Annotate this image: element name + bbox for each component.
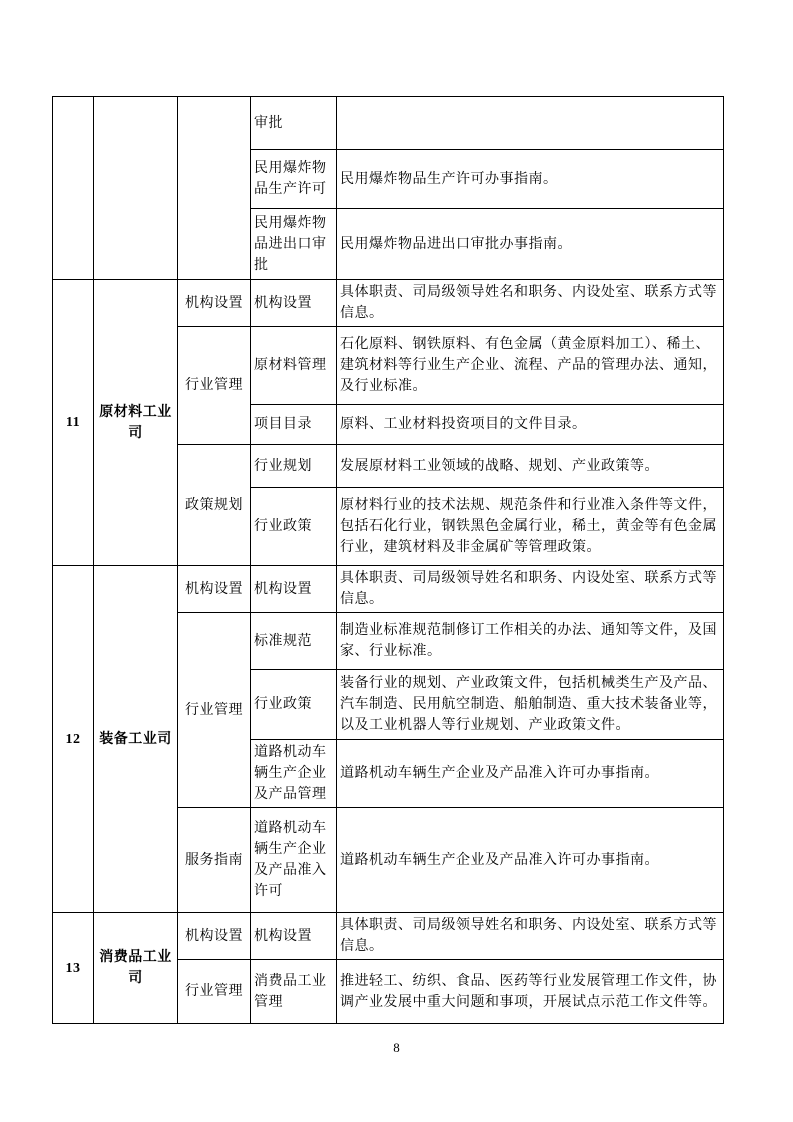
subcategory-cell: 行业规划 [251, 445, 337, 488]
description-cell: 民用爆炸物品生产许可办事指南。 [337, 150, 724, 209]
subcategory-cell: 民用爆炸物品生产许可 [251, 150, 337, 209]
section-number: 12 [53, 566, 94, 913]
category-cell: 行业管理 [178, 960, 251, 1024]
subcategory-cell: 机构设置 [251, 913, 337, 960]
table-row [53, 280, 724, 327]
section-number: 11 [53, 280, 94, 566]
category-cell: 政策规划 [178, 445, 251, 566]
description-cell [337, 97, 724, 150]
description-cell: 道路机动车辆生产企业及产品准入许可办事指南。 [337, 740, 724, 808]
subcategory-cell: 机构设置 [251, 566, 337, 613]
description-cell: 道路机动车辆生产企业及产品准入许可办事指南。 [337, 808, 724, 913]
description-cell: 原材料行业的技术法规、规范条件和行业准入条件等文件，包括石化行业，钢铁黑色金属行业，稀土，黄金等有色金属行业，建筑材料及非金属矿等管理政策。 [337, 488, 724, 566]
subcategory-cell: 消费品工业管理 [251, 960, 337, 1024]
department-name: 原材料工业司 [94, 280, 178, 566]
category-cell [178, 97, 251, 280]
department-name: 消费品工业司 [94, 913, 178, 1024]
department-cell [94, 97, 178, 280]
description-cell: 具体职责、司局级领导姓名和职务、内设处室、联系方式等信息。 [337, 280, 724, 327]
subcategory-cell: 原材料管理 [251, 327, 337, 405]
description-cell: 推进轻工、纺织、食品、医药等行业发展管理工作文件，协调产业发展中重大问题和事项，开展试点示范工作文件等。 [337, 960, 724, 1024]
description-cell: 具体职责、司局级领导姓名和职务、内设处室、联系方式等信息。 [337, 566, 724, 613]
number-cell [53, 97, 94, 280]
page-number: 8 [393, 1040, 400, 1055]
subcategory-cell: 民用爆炸物品进出口审批 [251, 209, 337, 280]
description-cell: 制造业标准规范制修订工作相关的办法、通知等文件，及国家、行业标准。 [337, 613, 724, 670]
description-cell: 具体职责、司局级领导姓名和职务、内设处室、联系方式等信息。 [337, 913, 724, 960]
subcategory-cell: 道路机动车辆生产企业及产品管理 [251, 740, 337, 808]
subcategory-cell: 标准规范 [251, 613, 337, 670]
description-cell: 装备行业的规划、产业政策文件，包括机械类生产及产品、汽车制造、民用航空制造、船舶制造、重大技术装备业等，以及工业机器人等行业规划、产业政策文件。 [337, 670, 724, 740]
subcategory-cell: 机构设置 [251, 280, 337, 327]
section-number: 13 [53, 913, 94, 1024]
description-cell: 发展原材料工业领域的战略、规划、产业政策等。 [337, 445, 724, 488]
subcategory-cell: 项目目录 [251, 405, 337, 445]
table-row [53, 566, 724, 613]
subcategory-cell: 行业政策 [251, 488, 337, 566]
description-cell: 原料、工业材料投资项目的文件目录。 [337, 405, 724, 445]
category-cell: 行业管理 [178, 327, 251, 445]
subcategory-cell: 行业政策 [251, 670, 337, 740]
category-cell: 机构设置 [178, 913, 251, 960]
description-cell: 石化原料、钢铁原料、有色金属（黄金原料加工）、稀土、建筑材料等行业生产企业、流程、产品的管理办法、通知，及行业标准。 [337, 327, 724, 405]
category-cell: 行业管理 [178, 613, 251, 808]
table-row [53, 913, 724, 960]
department-name: 装备工业司 [94, 566, 178, 913]
description-cell: 民用爆炸物品进出口审批办事指南。 [337, 209, 724, 280]
subcategory-cell: 道路机动车辆生产企业及产品准入许可 [251, 808, 337, 913]
category-cell: 机构设置 [178, 280, 251, 327]
category-cell: 服务指南 [178, 808, 251, 913]
catalog-table [52, 96, 724, 1024]
category-cell: 机构设置 [178, 566, 251, 613]
subcategory-cell: 审批 [251, 97, 337, 150]
table-row [53, 97, 724, 150]
